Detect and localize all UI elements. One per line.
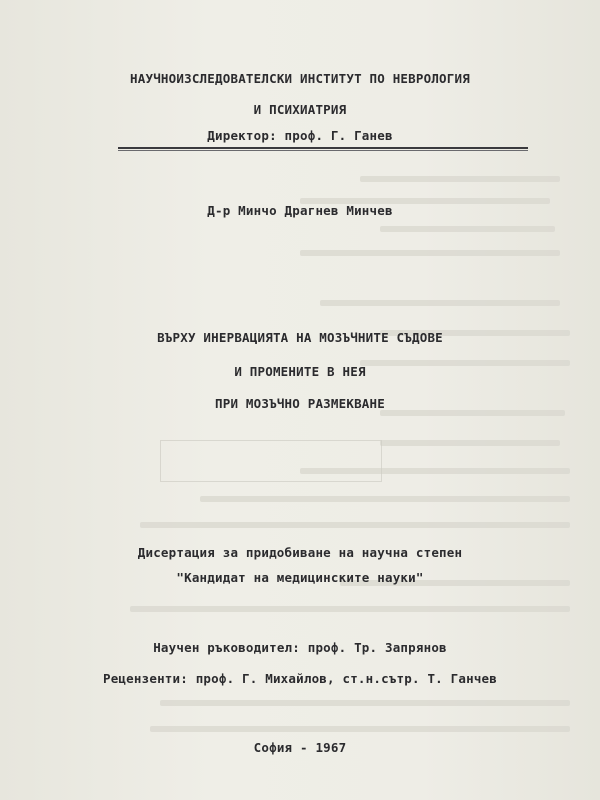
- place-year: София - 1967: [253, 740, 347, 755]
- title-line-3: ПРИ МОЗЪЧНО РАЗМЕКВАНЕ: [215, 396, 385, 411]
- title-line-1: ВЪРХУ ИНЕРВАЦИЯТА НА МОЗЪЧНИТЕ СЪДОВЕ: [157, 330, 443, 345]
- reviewers-line: Рецензенти: проф. Г. Михайлов, ст.н.сътр. Т. Ганчев: [102, 671, 497, 686]
- director-line: Директор: проф. Г. Ганев: [207, 128, 393, 143]
- dissertation-line-1: Дисертация за придобиване на научна степен: [137, 545, 463, 560]
- institute-line-1: НАУЧНОИЗСЛЕДОВАТЕЛСКИ ИНСТИТУТ ПО НЕВРОЛОГИЯ: [130, 71, 470, 86]
- dissertation-line-2: "Кандидат на медицинските науки": [176, 570, 424, 585]
- supervisor-line: Научен ръководител: проф. Тр. Запрянов: [153, 640, 447, 655]
- faded-stamp: [160, 440, 382, 482]
- header-rule-thin: [118, 150, 528, 151]
- institute-line-2: И ПСИХИАТРИЯ: [253, 102, 347, 117]
- header-rule: [118, 147, 528, 149]
- title-line-2: И ПРОМЕНИТЕ В НЕЯ: [234, 364, 366, 379]
- author-name: Д-р Минчо Драгнев Минчев: [207, 203, 393, 218]
